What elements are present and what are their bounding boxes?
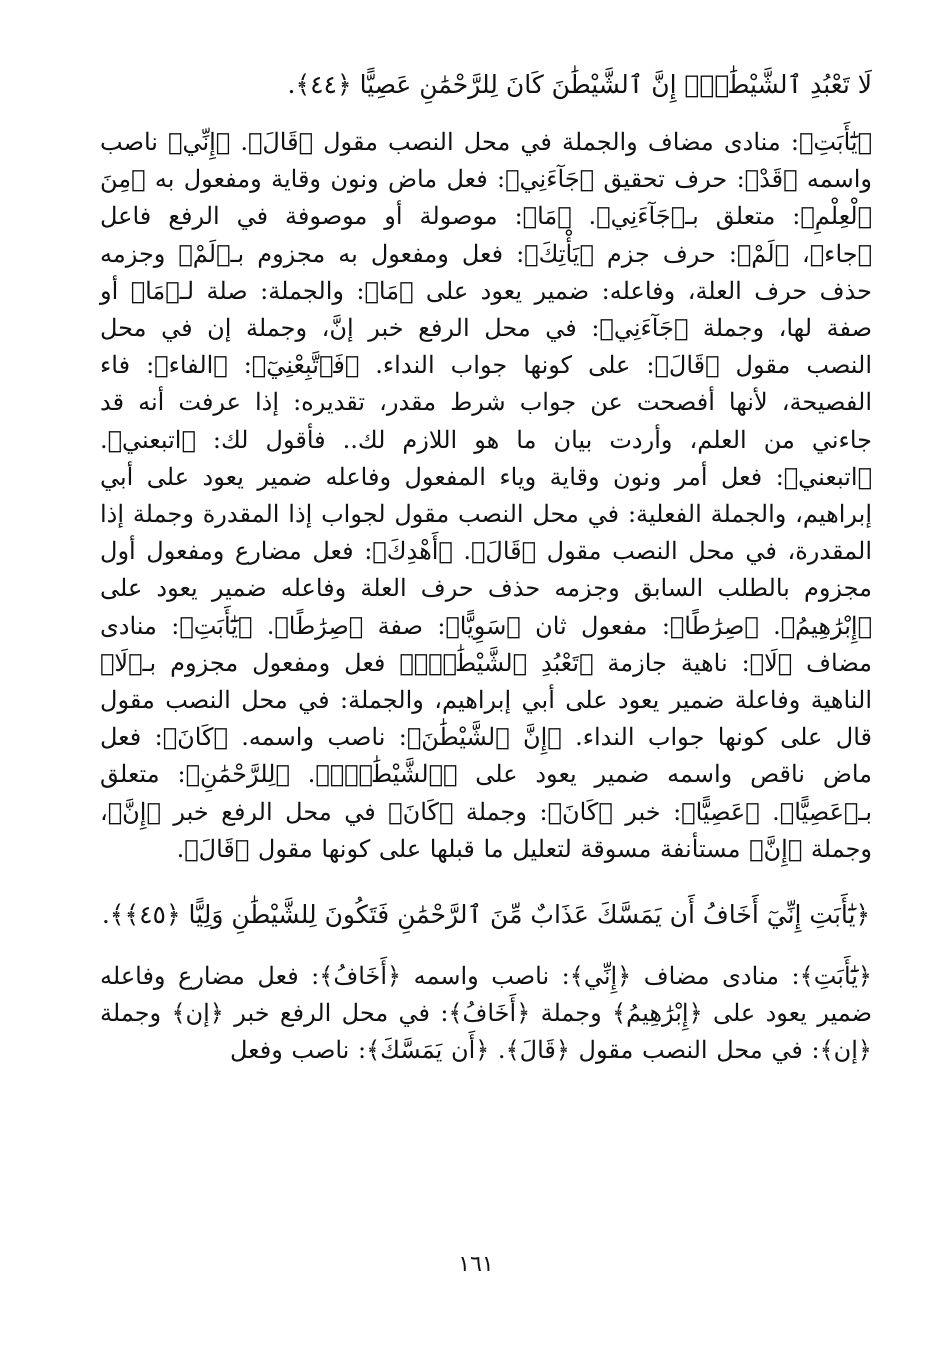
- quran-verse-44: لَا تَعْبُدِ ٱلشَّيْطَٰنَۖ إِنَّ ٱلشَّيْطَٰنَ كَانَ لِلرَّحْمَٰنِ عَصِيًّا ﴿٤٤﴾.: [287, 70, 872, 99]
- quran-verse-45: ﴿يَٰٓأَبَتِ إِنِّيٓ أَخَافُ أَن يَمَسَّكَ عَذَابٌ مِّنَ ٱلرَّحْمَٰنِ فَتَكُونَ لِلشَّيْطَٰنِ وَلِيًّا ﴿٤٥﴾﴾.: [101, 900, 871, 930]
- page-number: ١٦١: [458, 1252, 494, 1277]
- page-content: [100, 62, 872, 1322]
- commentary-paragraph-2: ﴿يَٰٓأَبَتِ﴾: منادى مضاف ﴿إِنِّي﴾: ناصب واسمه ﴿أَخَافُ﴾: فعل مضارع وفاعله ضمير يعود على ﴿إِبْرَٰهِيمُ﴾ وجملة ﴿أَخَافُ﴾: في محل الرفع خبر ﴿إن﴾ وجملة ﴿إن﴾: في محل النصب مقول ﴿قَالَ﴾. ﴿أَن يَمَسَّكَ﴾: ناصب وفعل: [100, 962, 872, 1065]
- commentary-paragraph-1: ﴿يَٰٓأَبَتِ﴾: منادى مضاف والجملة في محل النصب مقول ﴿قَالَ﴾. ﴿إِنِّي﴾ ناصب واسمه ﴿قَدْ﴾: حرف تحقيق ﴿جَآءَنِي﴾: فعل ماض ونون وقاية ومفعول به ﴿مِنَ ٱلْعِلْمِ﴾: متعلق بـ﴿جَآءَنِي﴾. ﴿مَا﴾: موصولة أو موصوفة في الرفع فاعل ﴿جاء﴾، ﴿لَمْ﴾: حرف جزم ﴿يَأْتِكَ﴾: فعل ومفعول به مجزوم بـ﴿لَمْ﴾ وجزمه حذف حرف العلة، وفاعله: ضمير يعود على ﴿مَا﴾: والجملة: صلة لـ﴿مَا﴾ أو صفة لها، وجملة ﴿جَآءَنِي﴾: في محل الرفع خبر إنَّ، وجملة إن في محل النصب مقول ﴿قَالَ﴾: على كونها جواب النداء. ﴿فَٱتَّبِعْنِيٓ﴾: ﴿الفاء﴾: فاء الفصيحة، لأنها أفصحت عن جواب شرط مقدر، تقديره: إذا عرفت أنه قد جاءني من العلم، وأردت بيان ما هو اللازم لك.. فأقول لك: ﴿اتبعني﴾. ﴿اتبعني﴾: فعل أمر ونون وقاية وياء المفعول وفاعله ضمير يعود على أبي إبراهيم، والجملة الفعلية: في محل النصب مقول لجواب إذا المقدرة وجملة إذا المقدرة، في محل النصب مقول ﴿قَالَ﴾. ﴿أَهْدِكَ﴾: فعل مضارع ومفعول أول مجزوم بالطلب السابق وجزمه حذف حرف العلة وفاعله ضمير يعود على ﴿إِبْرَٰهِيمُ﴾. ﴿صِرَٰطًا﴾: مفعول ثان ﴿سَوِيًّا﴾: صفة ﴿صِرَٰطًا﴾. ﴿يَٰٓأَبَتِ﴾: منادى مضاف ﴿لَا﴾: ناهية جازمة ﴿تَعْبُدِ ٱلشَّيْطَٰنَۖ﴾ فعل ومفعول مجزوم بـ﴿لَا﴾ الناهية وفاعلة ضمير يعود على أبي إبراهيم، والجملة: في محل النصب مقول قال على كونها جواب النداء. ﴿إِنَّ ٱلشَّيْطَٰنَ﴾: ناصب واسمه. ﴿كَانَ﴾: فعل ماض ناقص واسمه ضمير يعود على ﴿ٱلشَّيْطَٰنَۖ﴾. ﴿لِلرَّحْمَٰنِ﴾: متعلق بـ﴿عَصِيًّا﴾. ﴿عَصِيًّا﴾: خبر ﴿كَانَ﴾: وجملة ﴿كَانَ﴾ في محل الرفع خبر ﴿إِنَّ﴾، وجملة ﴿إِنَّ﴾ مستأنفة مسوقة لتعليل ما قبلها على كونها مقول ﴿قَالَ﴾.: [100, 128, 872, 863]
